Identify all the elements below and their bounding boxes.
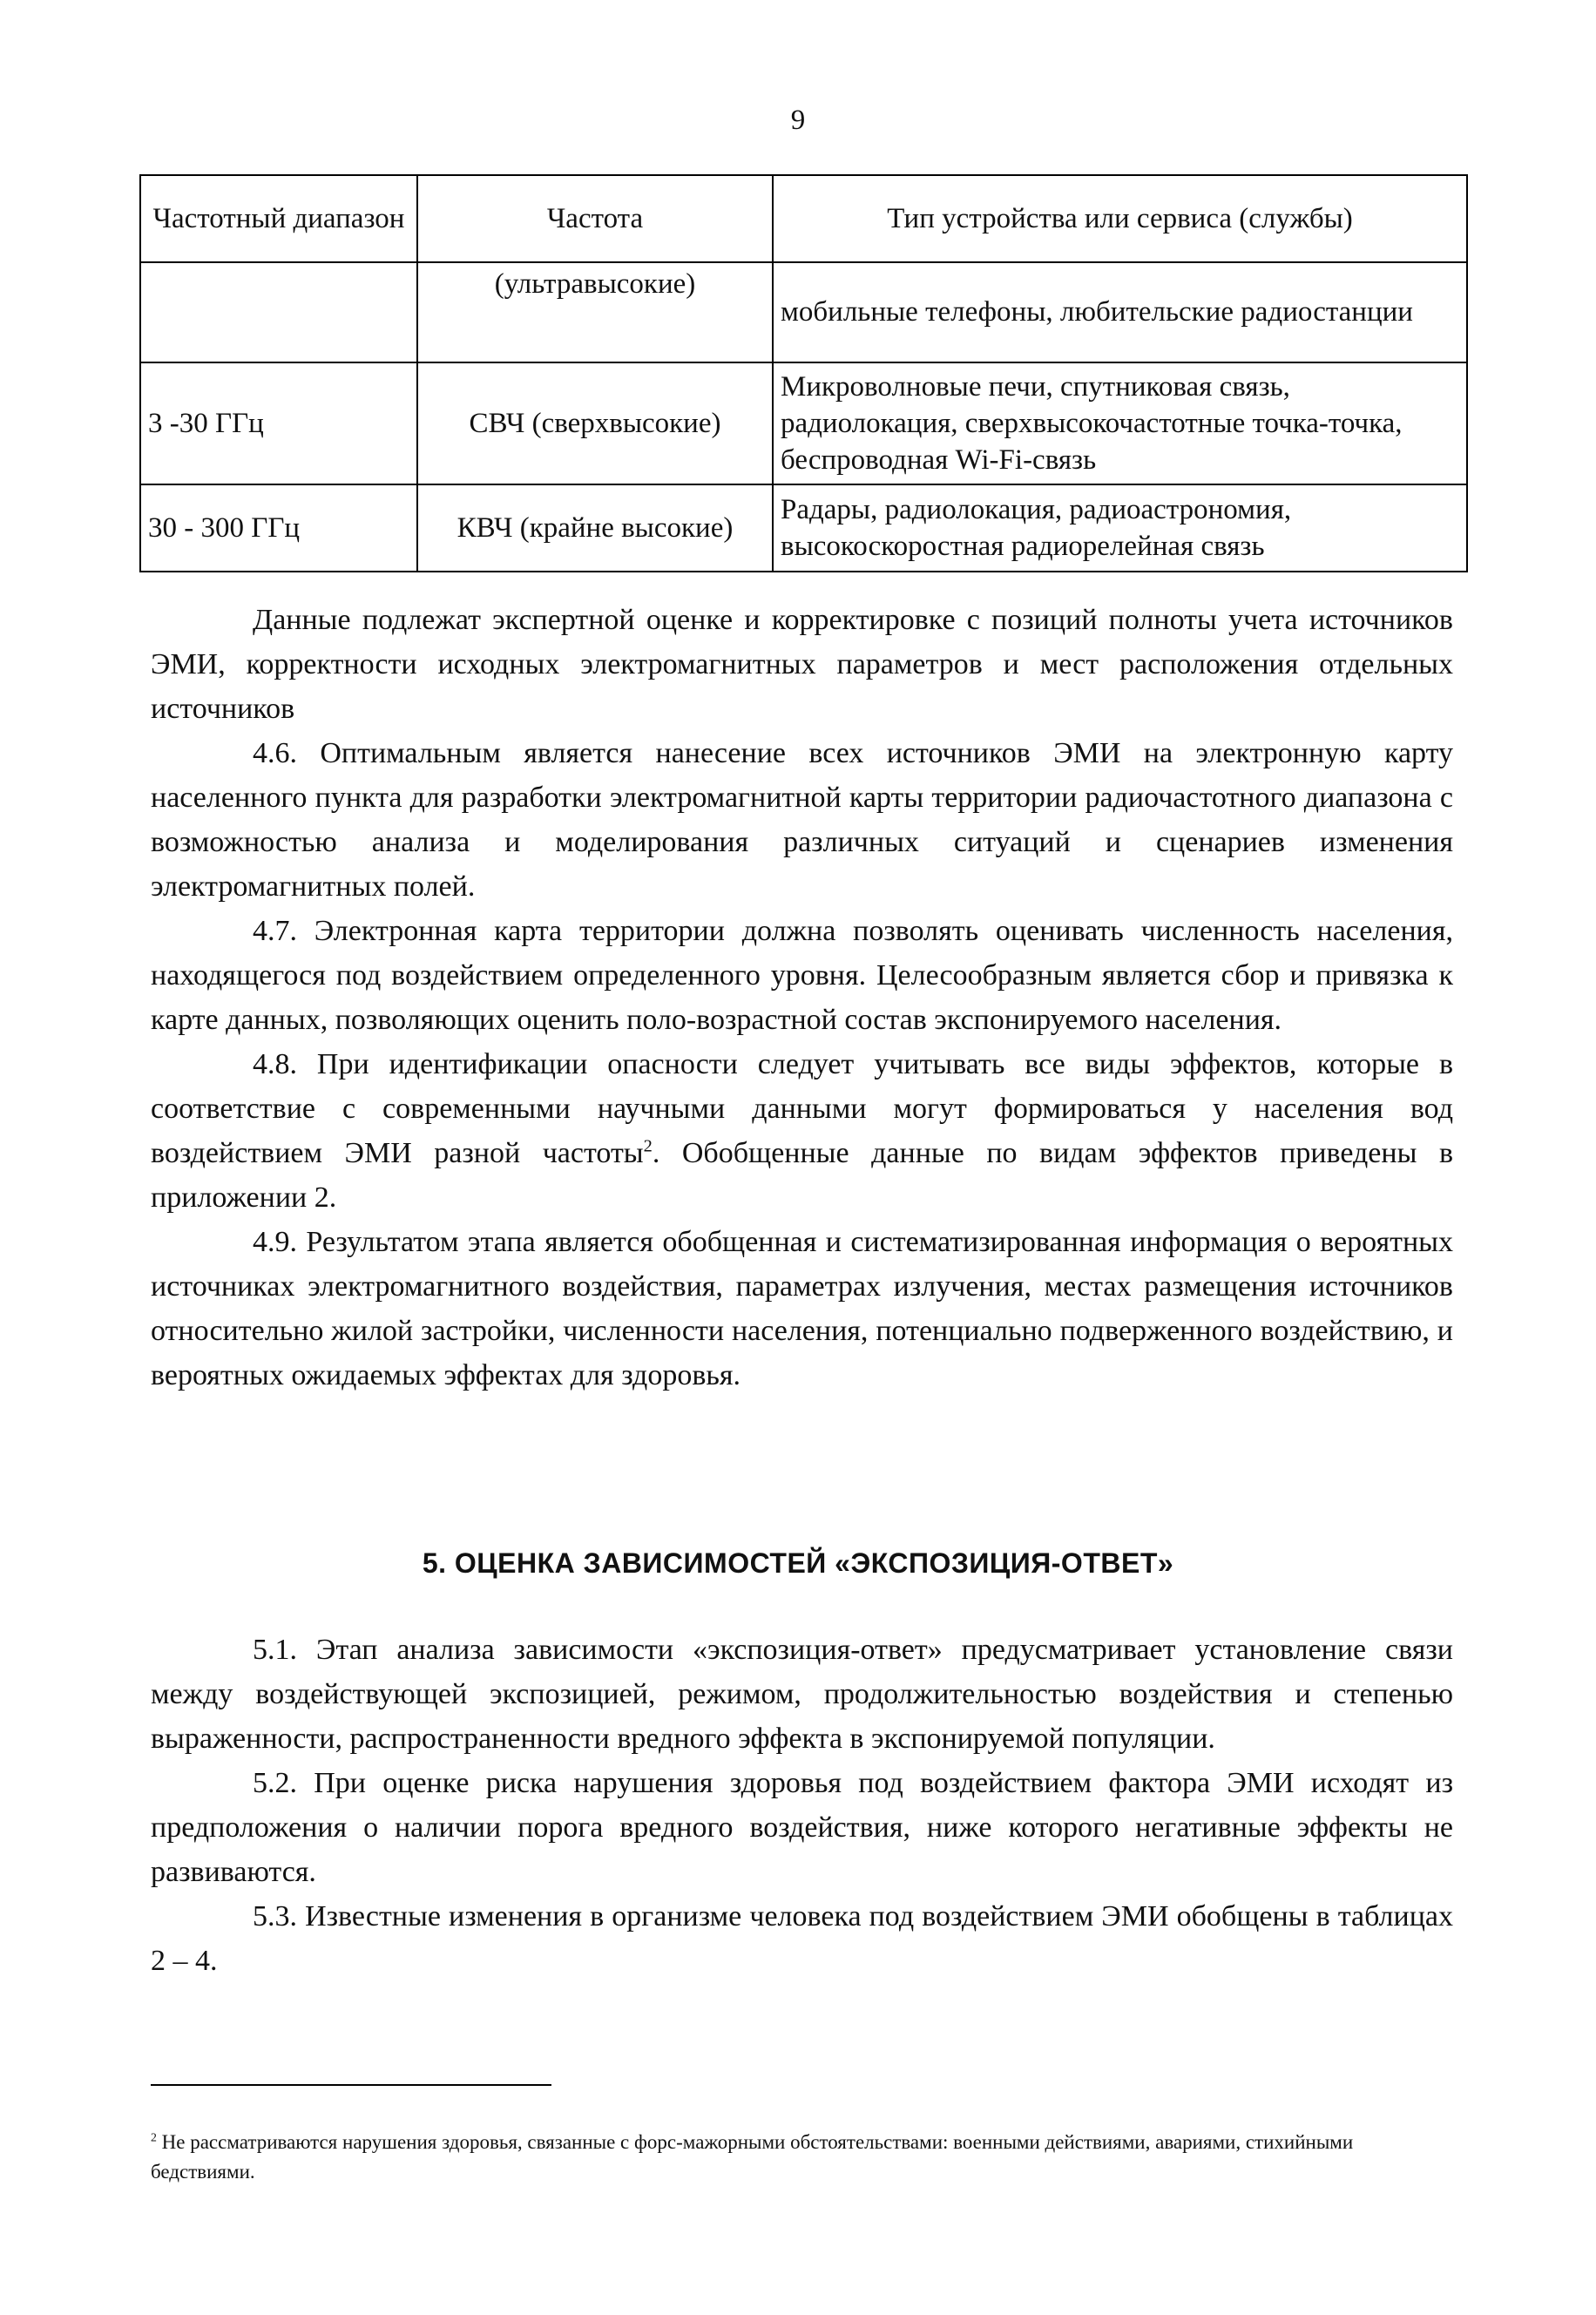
table-header-row	[140, 175, 1467, 262]
page-number: 9	[790, 105, 806, 136]
cell-device-type: Микроволновые печи, спутниковая связь, радиолокация, сверхвысокочастотные точка-точка, беспроводная Wi-Fi-связь	[773, 362, 1467, 484]
footnote	[151, 2128, 1453, 2187]
footnote-reference: 2	[643, 1136, 653, 1156]
paragraph-4-8-text: 4.8. При идентификации опасности следует учитывать все виды эффектов, которые в соответствие с современными научными данными могут формироваться у населения вод воздействием ЭМИ разной частоты	[151, 1048, 1453, 1169]
cell-range: 30 - 300 ГГц	[140, 484, 417, 572]
paragraph-4-9: 4.9. Результатом этапа является обобщенная и систематизированная информация о вероятных источниках электромагнитного воздействия, параметрах излучения, местах размещения источников относительно жилой застройки, численности населения, потенциально подверженного воздействию, и вероятных ожидаемых эффектах для здоровья.	[151, 1226, 1453, 1391]
table-row	[140, 362, 1467, 484]
footnote-text: Не рассматриваются нарушения здоровья, связанные с форс-мажорными обстоятельствами: военными действиями, авариями, стихийными бедствиями.	[151, 2131, 1354, 2183]
footnote-mark: 2	[151, 2130, 157, 2144]
paragraph-4-7: 4.7. Электронная карта территории должна позволять оценивать численность населения, находящегося под воздействием определенного уровня. Целесообразным является сбор и привязка к карте данных, позволяющих оценить поло-возрастной состав экспонируемого населения.	[151, 915, 1453, 1036]
paragraph-5-2: 5.2. При оценке риска нарушения здоровья под воздействием фактора ЭМИ исходят из предположения о наличии порога вредного воздействия, ниже которого негативные эффекты не развиваются.	[151, 1767, 1453, 1888]
paragraph-4-6: 4.6. Оптимальным является нанесение всех источников ЭМИ на электронную карту населенного пункта для разработки электромагнитной карты территории радиочастотного диапазона с возможностью анализа и моделирования различных ситуаций и сценариев изменения электромагнитных полей.	[151, 737, 1453, 903]
table-row	[140, 484, 1467, 572]
paragraph-5-3: 5.3. Известные изменения в организме человека под воздействием ЭМИ обобщены в таблицах 2 – 4.	[151, 1900, 1453, 1977]
body-text-section-4	[151, 598, 1453, 1398]
paragraph-5-1: 5.1. Этап анализа зависимости «экспозиция-ответ» предусматривает установление связи между воздействующей экспозицией, режимом, продолжительностью воздействия и степенью выраженности, распространенности вредного эффекта в экспонируемой популяции.	[151, 1634, 1453, 1755]
body-text-section-5	[151, 1628, 1453, 1983]
cell-frequency: СВЧ (сверхвысокие)	[417, 362, 773, 484]
cell-device-type: мобильные телефоны, любительские радиостанции	[773, 262, 1467, 362]
header-frequency-range: Частотный диапазон	[140, 175, 417, 262]
cell-range: 3 -30 ГГц	[140, 362, 417, 484]
paragraph-4-8-text-end: . Обобщенные данные по видам эффектов приведены в приложении 2.	[151, 1137, 1453, 1214]
cell-device-type: Радары, радиолокация, радиоастрономия, высокоскоростная радиорелейная связь	[773, 484, 1467, 572]
paragraph-4-8	[151, 1042, 1453, 1220]
section-heading: 5. ОЦЕНКА ЗАВИСИМОСТЕЙ «ЭКСПОЗИЦИЯ-ОТВЕТ»	[422, 1547, 1174, 1579]
paragraph-data-review: Данные подлежат экспертной оценке и корректировке с позиций полноты учета источников ЭМИ, корректности исходных электромагнитных параметров и мест расположения отдельных источников	[151, 604, 1453, 725]
header-frequency: Частота	[417, 175, 773, 262]
cell-frequency: КВЧ (крайне высокие)	[417, 484, 773, 572]
cell-frequency: (ультравысокие)	[417, 262, 773, 362]
frequency-table	[139, 174, 1468, 572]
table-row	[140, 262, 1467, 362]
cell-range	[140, 262, 417, 362]
footnote-divider	[151, 2084, 551, 2086]
header-device-type: Тип устройства или сервиса (службы)	[773, 175, 1467, 262]
